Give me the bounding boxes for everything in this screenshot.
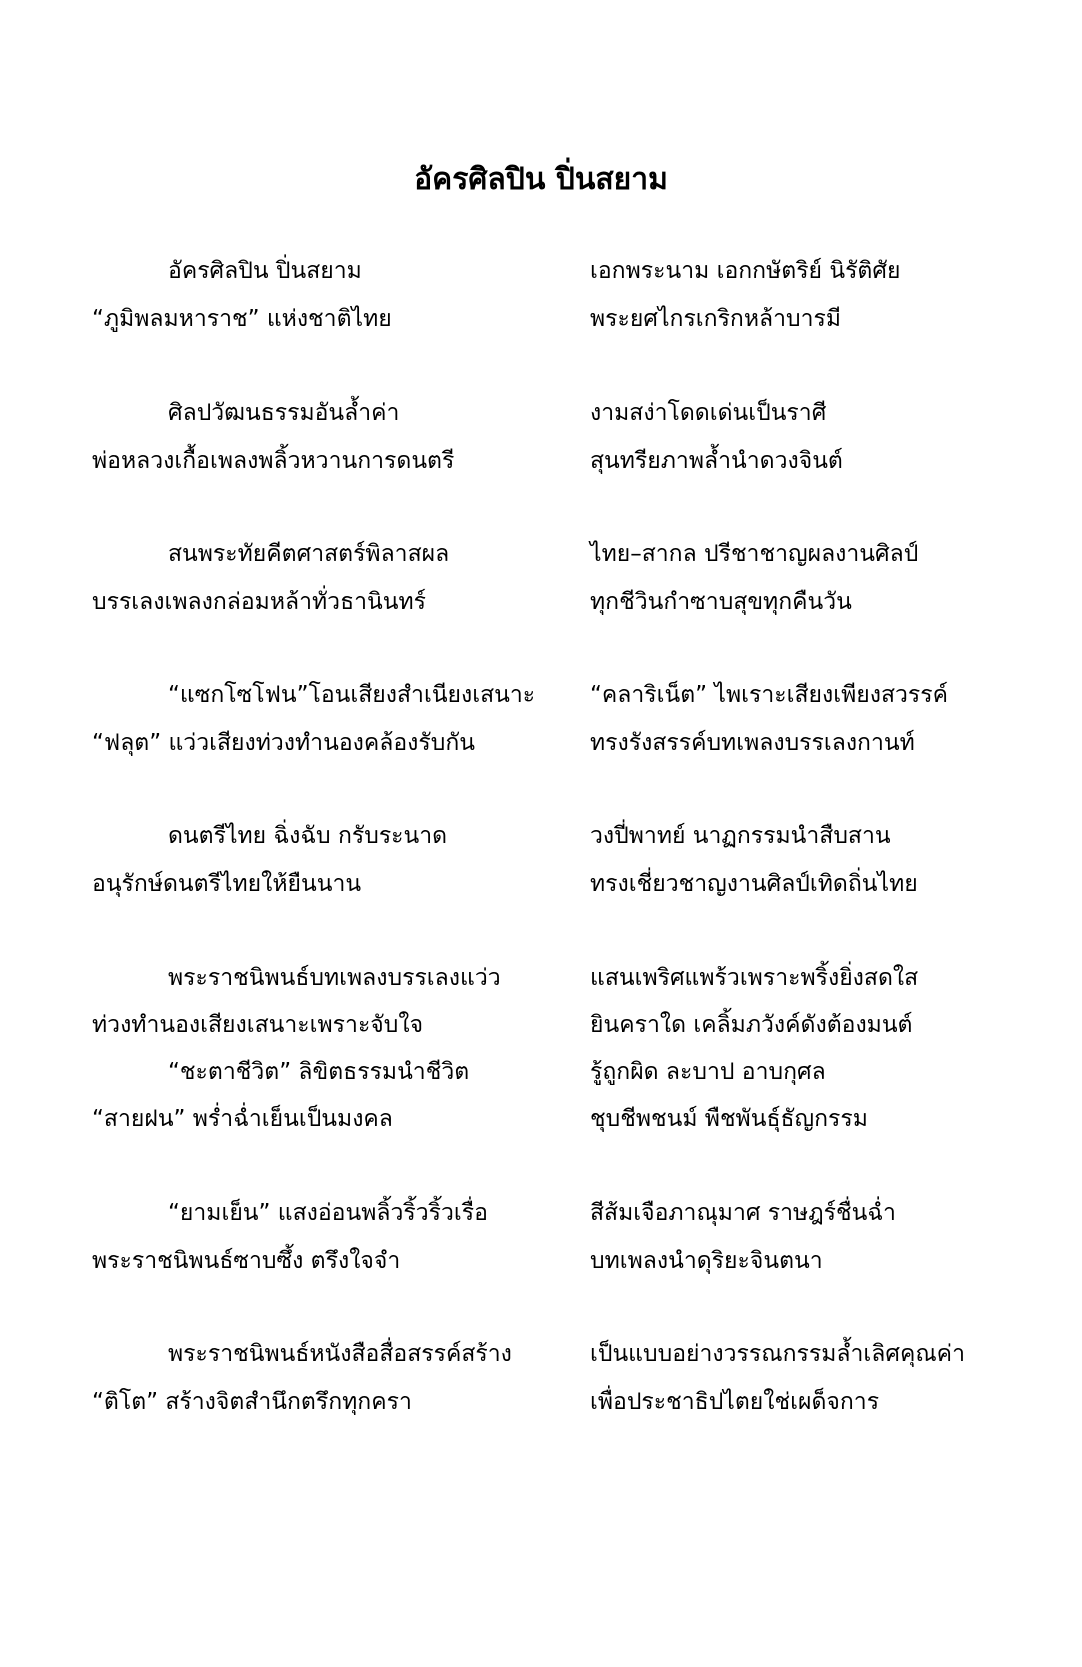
stanza-1-line-2-right: พระยศไกรเกริกหล้าบารมี bbox=[590, 306, 842, 332]
stanza-6-line-2-left: ท่วงทำนองเสียงเสนาะเพราะจับใจ bbox=[92, 1012, 424, 1038]
stanza-4-line-1-right: “คลาริเน็ต” ไพเราะเสียงเพียงสวรรค์ bbox=[590, 682, 949, 708]
stanza-6-line-4-left: “สายฝน” พร่ำฉ่ำเย็นเป็นมงคล bbox=[92, 1106, 393, 1132]
stanza-5-line-2-left: อนุรักษ์ดนตรีไทยให้ยืนนาน bbox=[92, 871, 362, 897]
stanza-5-line-1-right: วงปี่พาทย์ นาฏกรรมนำสืบสาน bbox=[590, 823, 891, 849]
stanza-5-line-1-left: ดนตรีไทย ฉิ่งฉับ กรับระนาด bbox=[168, 823, 448, 849]
stanza-3-line-2-right: ทุกชีวินกำซาบสุขทุกคืนวัน bbox=[590, 589, 852, 615]
stanza-6-line-1-left: พระราชนิพนธ์บทเพลงบรรเลงแว่ว bbox=[168, 965, 501, 991]
stanza-7-line-1-left: “ยามเย็น” แสงอ่อนพลิ้วริ้วริ้วเรื่อ bbox=[168, 1200, 488, 1226]
stanza-1-line-1-right: เอกพระนาม เอกกษัตริย์ นิรัติศัย bbox=[590, 258, 901, 284]
stanza-1-line-2-left: “ภูมิพลมหาราช” แห่งชาติไทย bbox=[92, 306, 392, 332]
stanza-8-line-2-left: “ติโต” สร้างจิตสำนึกตรึกทุกครา bbox=[92, 1389, 412, 1415]
stanza-2-line-2-right: สุนทรียภาพล้ำนำดวงจินต์ bbox=[590, 448, 843, 474]
stanza-4-line-2-left: “ฟลุต” แว่วเสียงท่วงทำนองคล้องรับกัน bbox=[92, 730, 475, 756]
stanza-6-line-3-left: “ชะตาชีวิต” ลิขิตธรรมนำชีวิต bbox=[168, 1059, 470, 1085]
stanza-8-line-1-right: เป็นแบบอย่างวรรณกรรมล้ำเลิศคุณค่า bbox=[590, 1341, 965, 1367]
stanza-3-line-1-right: ไทย–สากล ปรีชาชาญผลงานศิลป์ bbox=[590, 541, 919, 567]
stanza-3-line-2-left: บรรเลงเพลงกล่อมหล้าทั่วธานินทร์ bbox=[92, 589, 426, 615]
stanza-5-line-2-right: ทรงเชี่ยวชาญงานศิลป์เทิดถิ่นไทย bbox=[590, 871, 918, 897]
poem-title: อัครศิลปิน ปิ่นสยาม bbox=[414, 162, 668, 197]
stanza-7-line-2-left: พระราชนิพนธ์ซาบซึ้ง ตรึงใจจำ bbox=[92, 1248, 401, 1274]
stanza-6-line-3-right: รู้ถูกผิด ละบาป อาบกุศล bbox=[590, 1059, 826, 1085]
stanza-1-line-1-left: อัครศิลปิน ปิ่นสยาม bbox=[168, 258, 362, 284]
stanza-4-line-1-left: “แซกโซโฟน”โอนเสียงสำเนียงเสนาะ bbox=[168, 682, 536, 708]
stanza-4-line-2-right: ทรงรังสรรค์บทเพลงบรรเลงกานท์ bbox=[590, 730, 915, 756]
stanza-8-line-2-right: เพื่อประชาธิปไตยใช่เผด็จการ bbox=[590, 1389, 880, 1415]
stanza-7-line-1-right: สีส้มเจือภาณุมาศ ราษฎร์ชื่นฉ่ำ bbox=[590, 1200, 896, 1226]
stanza-7-line-2-right: บทเพลงนำดุริยะจินตนา bbox=[590, 1248, 823, 1274]
stanza-8-line-1-left: พระราชนิพนธ์หนังสือสื่อสรรค์สร้าง bbox=[168, 1341, 512, 1367]
stanza-2-line-2-left: พ่อหลวงเกื้อเพลงพลิ้วหวานการดนตรี bbox=[92, 448, 455, 474]
stanza-3-line-1-left: สนพระทัยคีตศาสตร์พิลาสผล bbox=[168, 541, 450, 567]
stanza-6-line-2-right: ยินคราใด เคลิ้มภวังค์ดังต้องมนต์ bbox=[590, 1012, 913, 1038]
stanza-2-line-1-left: ศิลปวัฒนธรรมอันล้ำค่า bbox=[168, 400, 400, 426]
stanza-2-line-1-right: งามสง่าโดดเด่นเป็นราศี bbox=[590, 400, 827, 426]
stanza-6-line-4-right: ชุบชีพชนม์ พืชพันธุ์ธัญกรรม bbox=[590, 1106, 868, 1132]
stanza-6-line-1-right: แสนเพริศแพร้วเพราะพริ้งยิ่งสดใส bbox=[590, 965, 919, 991]
